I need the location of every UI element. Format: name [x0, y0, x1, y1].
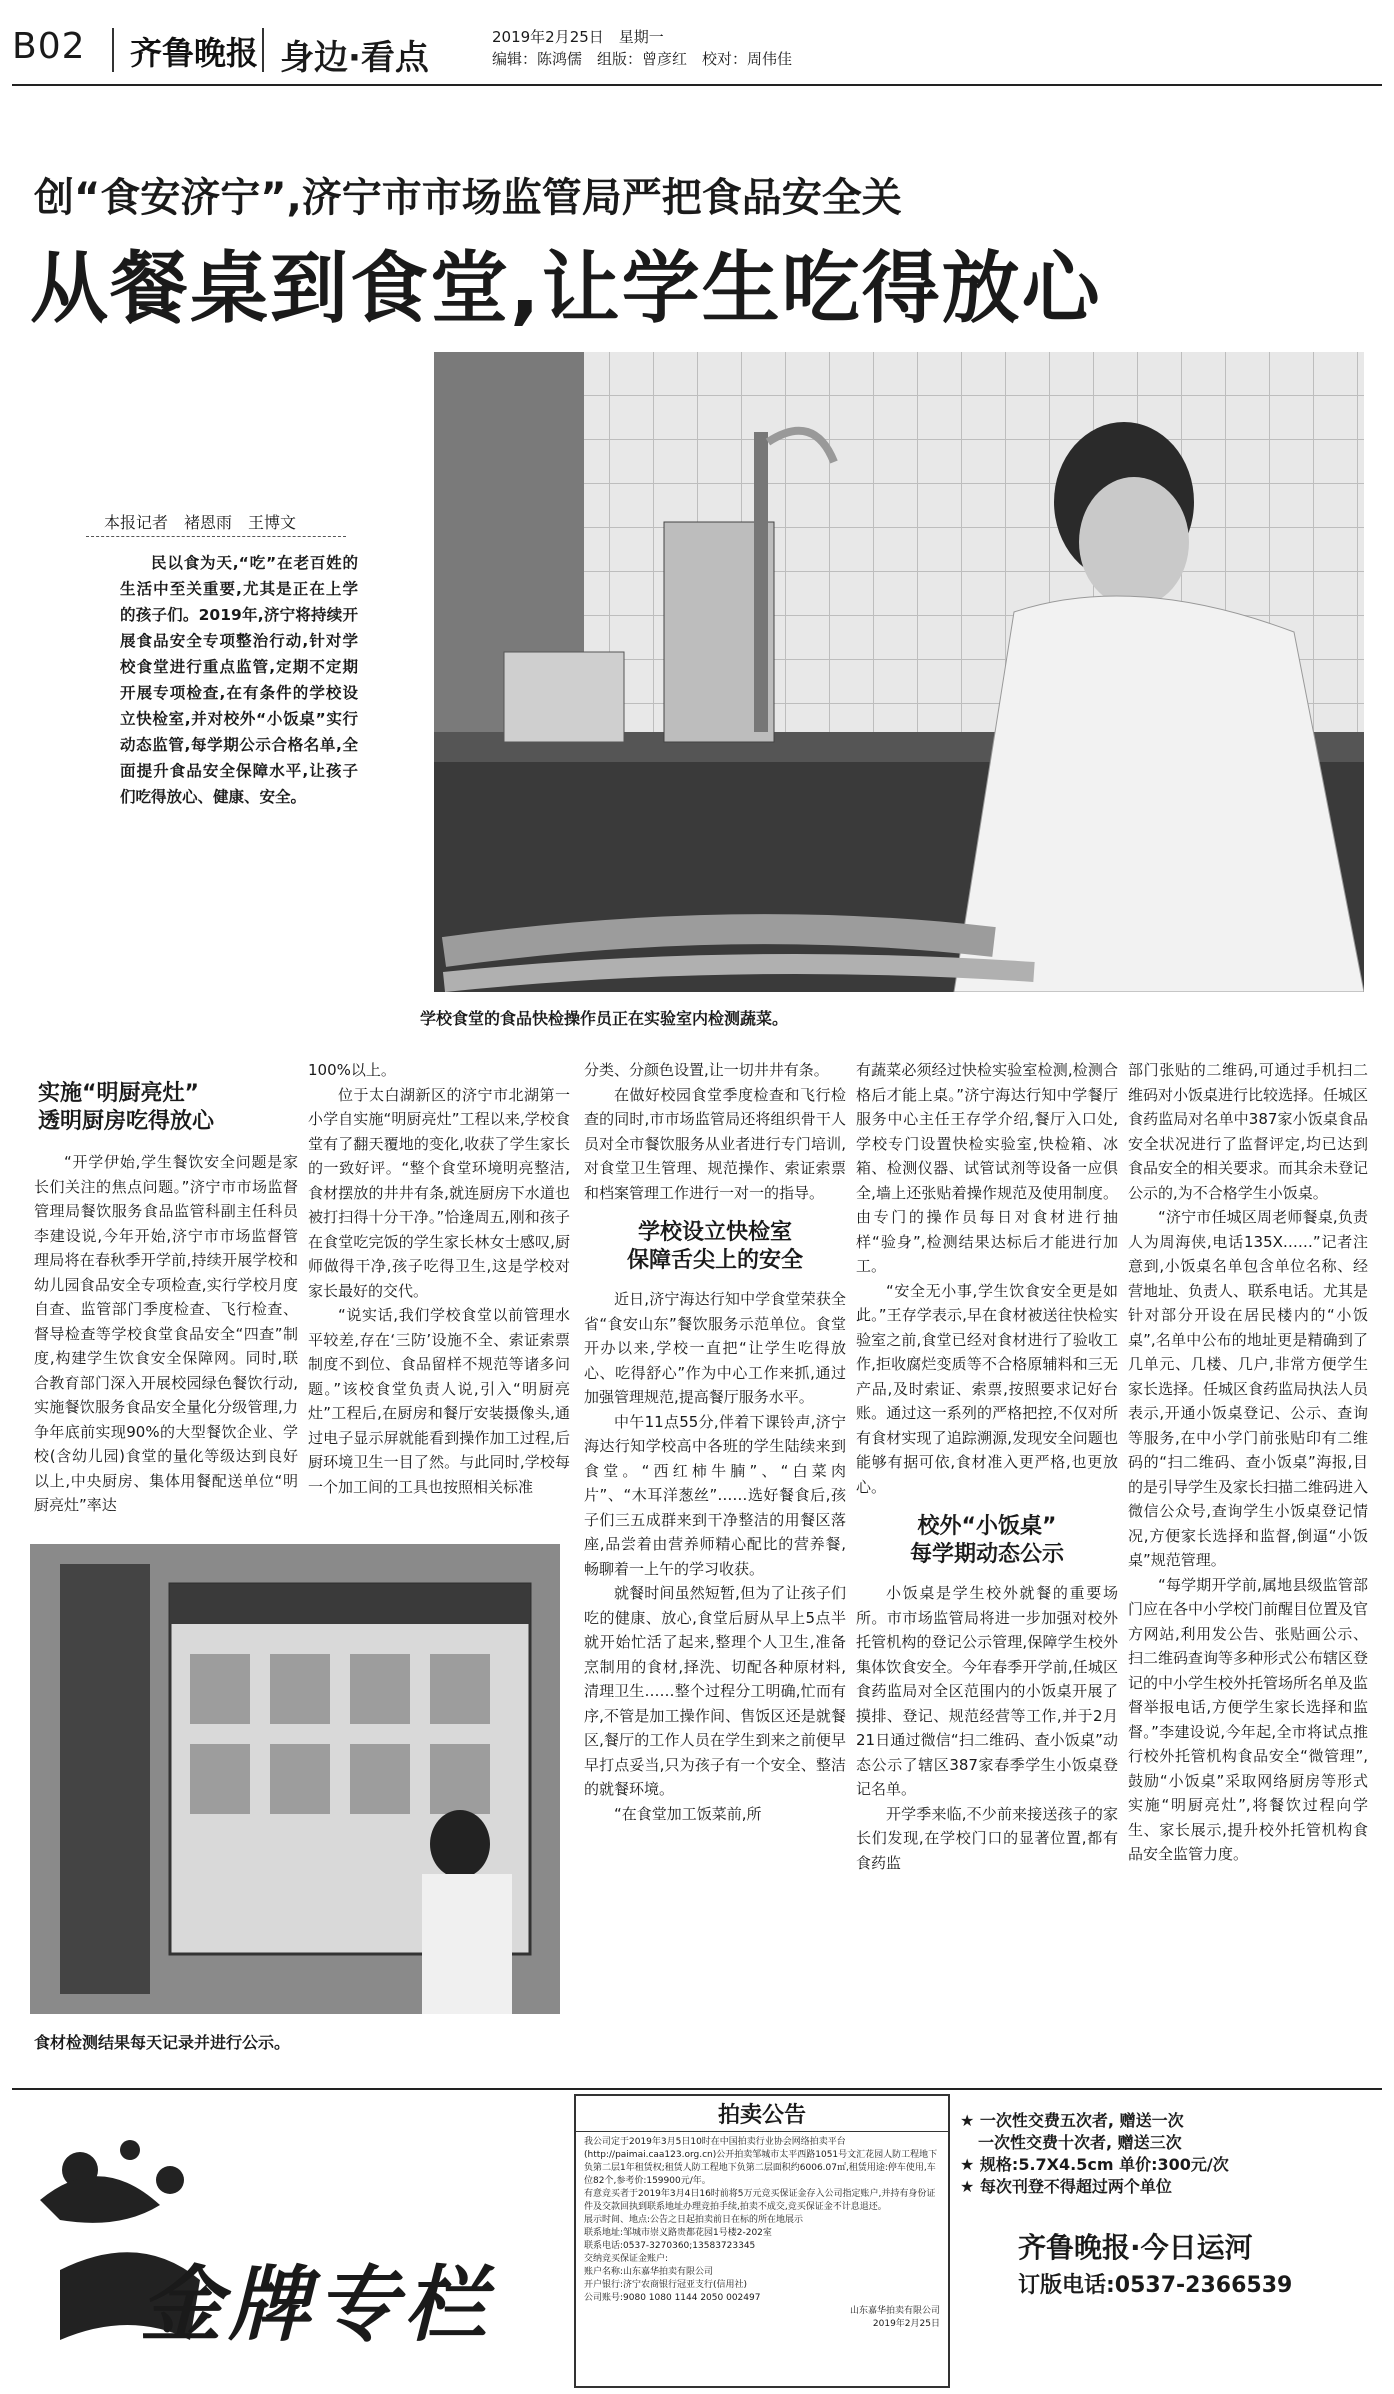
- order-phone: 订版电话:0537-2366539: [1018, 2273, 1293, 2298]
- column-2: 100%以上。 位于太白湖新区的济宁市北湖第一小学自实施“明厨亮灶”工程以来,学校食堂有了翻天覆地的变化,收获了学生家长的一致好评。“整个食堂环境明亮整洁,食材摆放的井井有条,就连厨房下水道也被打扫得十分干净。”恰逢周五,刚和孩子在食堂吃完饭的学生家长林女士感叹,厨师做得干净,孩子吃得卫生,这是学校对家长最好的交代。 “说实话,我们学校食堂以前管理水平较差,存在‘三防’设施不全、索证索票制度不到位、食品留样不规范等诸多问题。”该校食堂负责人说,引入“明厨亮灶”工程后,在厨房和餐厅安装摄像头,通过电子显示屏就能看到操作加工过程,后厨环境卫生一目了然。与此同时,学校每一个加工间的工具也按照相关标准: [308, 1061, 570, 1496]
- promo-box: [960, 2110, 1380, 2198]
- promo-line: 一次性交费十次者, 赠送三次: [978, 2133, 1182, 2152]
- auction-line: 联系电话:0537-3270360;13583723345: [584, 2241, 756, 2251]
- auction-line: 开户银行:济宁农商银行冠亚支行(信用社): [584, 2280, 748, 2290]
- promo-line: ★ 一次性交费五次者, 赠送一次: [960, 2111, 1184, 2130]
- auction-line: 联系地址:邹城市崇义路贵都花园1号楼2-202室: [584, 2228, 772, 2238]
- notice-board-image: [30, 1544, 560, 2014]
- page-code: B02: [12, 26, 86, 67]
- subhead-3-line-2: 每学期动态公示: [909, 1542, 1064, 1567]
- photo1-caption: 学校食堂的食品快检操作员正在实验室内检测蔬菜。: [420, 1009, 789, 1028]
- date-line: 2019年2月25日 星期一: [492, 28, 664, 46]
- section-title: 身边·看点: [280, 38, 429, 78]
- kicker-headline: 创“食安济宁”,济宁市市场监管局严把食品安全关: [34, 175, 902, 221]
- divider: [112, 28, 114, 72]
- subhead-1-line-1: 实施“明厨亮灶”: [38, 1081, 199, 1106]
- promo-line: ★ 每次刊登不得超过两个单位: [960, 2177, 1172, 2196]
- lab-photo-image: [434, 352, 1364, 992]
- auction-notice: [574, 2094, 950, 2388]
- subhead-2: [584, 1219, 846, 1275]
- lab-photo: [434, 352, 1364, 992]
- subhead-1: [38, 1080, 318, 1136]
- ad-rule: [12, 2088, 1382, 2090]
- column-1: “开学伊始,学生餐饮安全问题是家长们关注的焦点问题。”济宁市市场监督管理局餐饮服务食品监管科副主任科员李建设说,今年开始,济宁市市场监督管理局将在春秋季开学前,持续开展学校和幼儿园食品安全专项检查,实行学校月度自查、监管部门季度检查、飞行检查、督导检查等学校食堂食品安全“四查”制度,构建学生饮食安全保障网。同时,联合教育部门深入开展校园绿色餐饮行动,实施餐饮服务食品安全量化分级管理,力争年底前实现90%的大型餐饮企业、学校(含幼儿园)食堂的量化等级达到良好以上,中央厨房、集体用餐配送单位“明厨亮灶”率达: [34, 1153, 298, 1514]
- column-4: 有蔬菜必须经过快检实验室检测,检测合格后才能上桌。”济宁海达行知中学餐厅服务中心主任王存学介绍,餐厅入口处,学校专门设置快检实验室,快检箱、冰箱、检测仪器、试管试剂等设备一应俱全,墙上还张贴着操作规范及使用制度。由专门的操作员每日对食材进行抽样“验身”,检测结果达标后才能进行加工。 “安全无小事,学生饮食安全更是如此。”王存学表示,早在食材被送往快检实验室之前,食堂已经对食材进行了验收工作,拒收腐烂变质等不合格原辅料和三无产品,及时索证、索票,按照要求记好台账。通过这一系列的严格把控,不仅对所有食材实现了追踪溯源,发现安全问题也能够有据可依,食材准入更严格,也更放心。 校外“小饭桌” 每学期动态公示 小饭桌是学生校外就餐的重要场所。市市场监管局将进一步加强对校外托管机构的登记公示管理,保障学生校外集体饮食安全。今年春季开学前,任城区食药监局对全区范围内的小饭桌开展了摸排、登记、规范经营等工作,并于2月21日通过微信“扫二维码、查小饭桌”动态公示了辖区387家春季学生小饭桌登记名单。 开学季来临,不少前来接送孩子的家长们发现,在学校门口的显著位置,都有食药监: [856, 1061, 1118, 1872]
- byline: 本报记者 褚恩雨 王博文: [104, 513, 297, 532]
- auction-signature: 山东嘉华拍卖有限公司: [849, 2306, 940, 2316]
- subhead-1-line-2: 透明厨房吃得放心: [38, 1109, 215, 1134]
- column-3: 分类、分颜色设置,让一切井井有条。 在做好校园食堂季度检查和飞行检查的同时,市市场监管局还将组织骨干人员对全市餐饮服务从业者进行专门培训,对食堂卫生管理、规范操作、索证索票和档案管理工作进行一对一的指导。 学校设立快检室 保障舌尖上的安全 近日,济宁海达行知中学食堂荣获全省“食安山东”餐饮服务示范单位。食堂开办以来,学校一直把“让学生吃得放心、吃得舒心”作为中心工作来抓,通过加强管理规范,提高餐厅服务水平。 中午11点55分,伴着下课铃声,济宁海达行知学校高中各班的学生陆续来到食堂。“西红柿牛腩”、“白菜肉片”、“木耳洋葱丝”……选好餐食后,孩子们三五成群来到干净整洁的用餐区落座,品尝着由营养师精心配比的营养餐,畅聊着一上午的学习收获。 就餐时间虽然短暂,但为了让孩子们吃的健康、放心,食堂后厨从早上5点半就开始忙活了起来,整理个人卫生,准备烹制用的食材,择洗、切配各种原材料,清理卫生……整个过程分工明确,忙而有序,不管是加工操作间、售饭区还是就餐区,餐厅的工作人员在学生到来之前便早早打点妥当,只为孩子有一个安全、整洁的就餐环境。 “在食堂加工饭菜前,所: [584, 1061, 846, 1823]
- main-headline: 从餐桌到食堂,让学生吃得放心: [30, 244, 1102, 334]
- auction-body: [576, 2132, 948, 2335]
- gold-column-logo: [20, 2110, 560, 2380]
- auction-line: 有意竞买者于2019年3月4日16时前将5万元竞买保证金存入公司指定账户,并持有身份证件及交款回执到联系地址办理竞拍手续,拍卖不成交,竞买保证金不计息退还。: [584, 2189, 936, 2212]
- paper-logo: 齐鲁晚报: [130, 34, 259, 72]
- column-5: 部门张贴的二维码,可通过手机扫二维码对小饭桌进行比较选择。任城区食药监局对名单中387家小饭桌食品安全状况进行了监督评定,均已达到食品安全的相关要求。而其余未登记公示的,为不合格学生小饭桌。 “济宁市任城区周老师餐桌,负责人为周海侠,电话135X……”记者注意到,小饭桌名单包含单位名称、经营地址、负责人、联系电话。尤其是针对部分开设在居民楼内的“小饭桌”,名单中公布的地址更是精确到了几单元、几楼、几户,非常方便学生家长选择。任城区食药监局执法人员表示,开通小饭桌登记、公示、查询等服务,在中小学门前张贴印有二维码的“扫二维码、查小饭桌”海报,目的是引导学生及家长扫描二维码进入微信公众号,查询学生小饭桌登记情况,方便家长选择和监督,倒逼“小饭桌”规范管理。 “每学期开学前,属地县级监管部门应在各中小学校门前醒目位置及官方网站,利用发公告、张贴画公示、扫二维码查询等多种形式公布辖区登记的中小学生校外托管场所名单及监督举报电话,方便学生家长选择和监督。”李建设说,今年起,全市将试点推行校外托管机构食品安全“微管理”,鼓励“小饭桌”采取网络厨房等形式实施“明厨亮灶”,将餐饮过程向学生、家长展示,提升校外托管机构食品安全监管力度。: [1128, 1061, 1369, 1863]
- auction-date: 2019年2月25日: [872, 2319, 940, 2329]
- auction-line: 账户名称:山东嘉华拍卖有限公司: [584, 2267, 714, 2277]
- notice-board-photo: [30, 1544, 560, 2014]
- subhead-2-line-2: 保障舌尖上的安全: [626, 1248, 803, 1273]
- gold-column-text: 金牌专栏: [140, 2257, 492, 2353]
- lead-paragraph: 民以食为天,“吃”在老百姓的生活中至关重要,尤其是正在上学的孩子们。2019年,济宁将持续开展食品安全专项整治行动,针对学校食堂进行重点监管,定期不定期开展专项检查,在有条件的学校设立快检室,并对校外“小饭桌”实行动态监管,每学期公示合格名单,全面提升食品安全保障水平,让孩子们吃得放心、健康、安全。: [120, 554, 358, 806]
- photo2-caption: 食材检测结果每天记录并进行公示。: [34, 2033, 291, 2052]
- subhead-2-line-1: 学校设立快检室: [637, 1220, 792, 1245]
- auction-line: 公司账号:9080 1080 1144 2050 002497: [584, 2293, 761, 2303]
- divider: [262, 28, 264, 72]
- subhead-3: [856, 1513, 1118, 1569]
- brand-name: 齐鲁晚报·今日运河: [1018, 2231, 1253, 2264]
- top-rule: [12, 84, 1382, 86]
- staff-line: 编辑：陈鸿儒 组版：曾彦红 校对：周伟佳: [492, 50, 793, 68]
- masthead: [12, 26, 1382, 76]
- auction-title: 拍卖公告: [576, 2096, 948, 2132]
- auction-line: 我公司定于2019年3月5日10时在中国拍卖行业协会网络拍卖平台(http://paimai.caa123.org.cn)公开拍卖邹城市太平西路1051号文汇花园人防工程地下负第二层1年租赁权;租赁人防工程地下负第二层面积约6006.07㎡,租赁用途:停车使用,车位82个,参考价:159900元/年。: [584, 2137, 938, 2186]
- auction-line: 交纳竞买保证金账户:: [584, 2254, 669, 2264]
- subhead-3-line-1: 校外“小饭桌”: [917, 1514, 1057, 1539]
- byline-rule: [86, 536, 346, 537]
- auction-line: 展示时间、地点:公告之日起拍卖前日在标的所在地展示: [584, 2215, 804, 2225]
- promo-line: ★ 规格:5.7X4.5cm 单价:300元/次: [960, 2155, 1229, 2174]
